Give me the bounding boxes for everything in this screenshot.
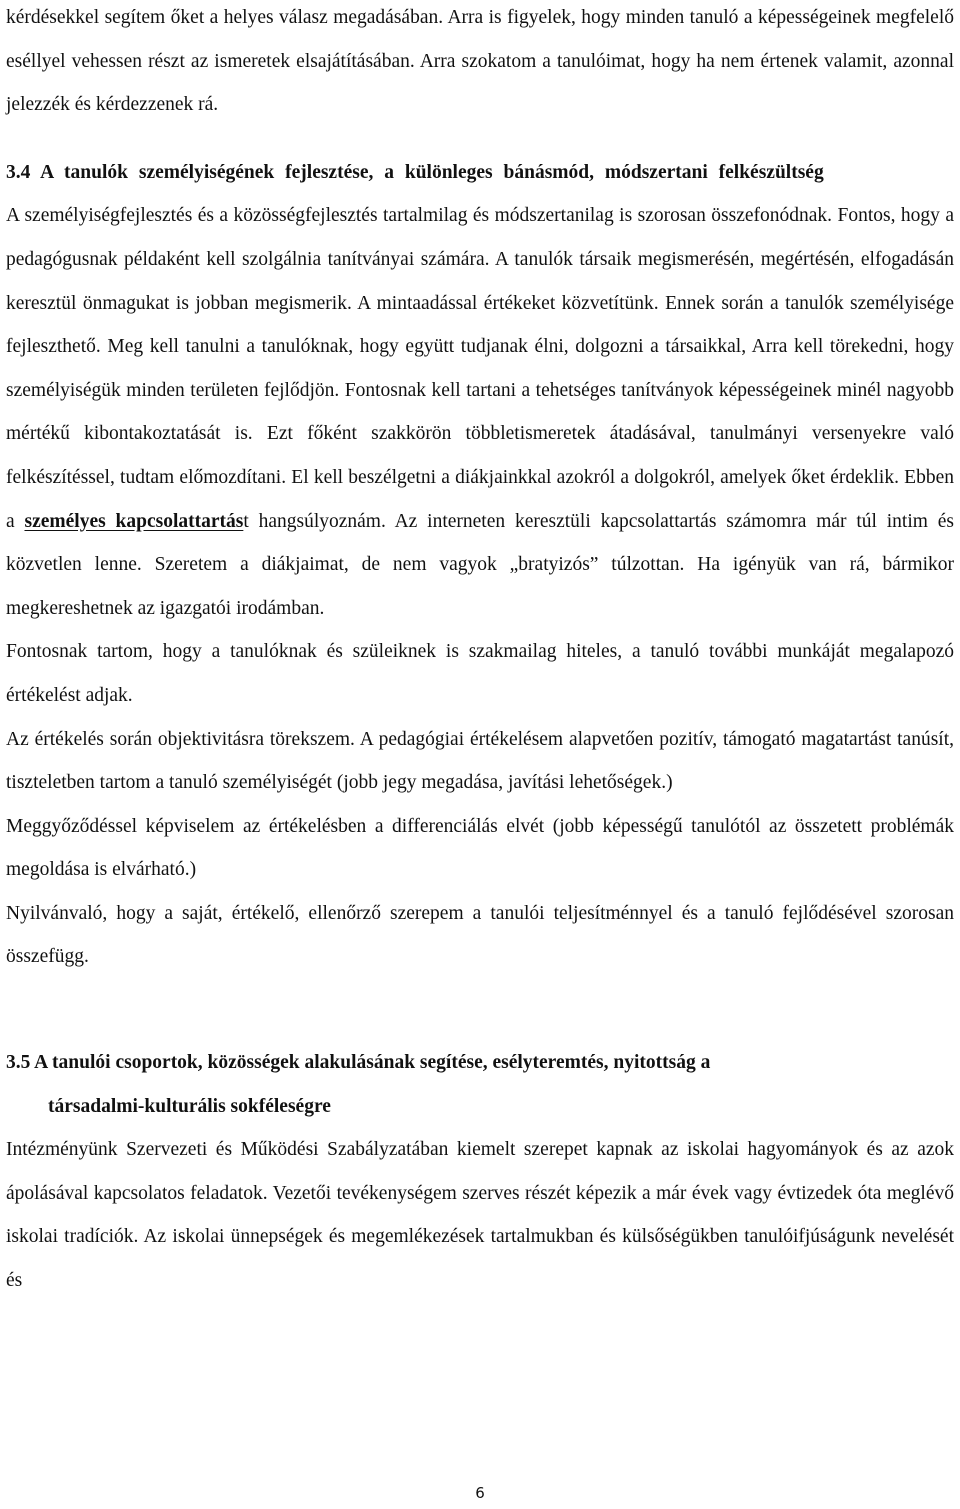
section-3-4-paragraph-5: Nyilvánvaló, hogy a saját, értékelő, ellenőrző szerepem a tanulói teljesítménnyel és a tanuló fejlődésével szorosan összefügg.	[6, 902, 954, 968]
section-3-4-paragraph-1	[6, 194, 954, 630]
page-number: 6	[475, 1484, 485, 1502]
paragraph-text-after: t hangsúlyoznám. Az interneten keresztüli kapcsolattartás számomra már túl intim és közvetlen lenne. Szeretem a diákjaimat, de nem vagyok „bratyizós” túlzottan. Ha igényük van rá, bármikor megkereshetnek az igazgatói irodámban.	[6, 510, 954, 619]
section-3-4-paragraph-3: Az értékelés során objektivitásra törekszem. A pedagógiai értékelésem alapvetően pozitív, támogató magatartást tanúsít, tiszteletben tartom a tanuló személyiségét (jobb jegy megadása, javítási lehetőségek.)	[6, 728, 954, 794]
section-3-4-paragraph-4: Meggyőződéssel képviselem az értékelésben a differenciálás elvét (jobb képességű tanulótól az összetett problémák megoldása is elvárható.)	[6, 815, 954, 881]
section-3-5-heading	[6, 1041, 954, 1128]
underlined-emphasis: személyes kapcsolattartás	[24, 510, 244, 532]
section-3-5-paragraph-1: Intézményünk Szervezeti és Működési Szabályzatában kiemelt szerepet kapnak az iskolai hagyományok és az azok ápolásával kapcsolatos feladatok. Vezetői tevékenységem szerves részét képezik a már évek vagy évtizedek óta meglévő iskolai tradíciók. Az iskolai ünnepségek és megemlékezések tartalmukban és külsőségükben tanulóifjúságunk nevelését és	[6, 1139, 954, 1292]
section-3-4-heading: 3.4 A tanulók személyiségének fejlesztése, a különleges bánásmód, módszertani felkészültség	[6, 161, 824, 183]
document-page	[6, 0, 954, 1303]
section-3-4-paragraph-2: Fontosnak tartom, hogy a tanulóknak és szüleiknek is szakmailag hiteles, a tanuló további munkáját megalapozó értékelést adjak.	[6, 641, 954, 706]
section-3-5-heading-line-1: 3.5 A tanulói csoportok, közösségek alakulásának segítése, esélyteremtés, nyitottság a	[6, 1052, 711, 1074]
paragraph-text-before: A személyiségfejlesztés és a közösségfejlesztés tartalmilag és módszertanilag is szorosan összefonódnak. Fontos, hogy a pedagógusnak példaként kell szolgálnia tanítványai számára. A tanulók társaik megismerésén, megértésén, elfogadásán keresztül önmagukat is jobban megismerik. A mintaadással értékeket közvetítünk. Ennek során a tanulók személyisége fejleszthető. Meg kell tanulni a tanulóknak, hogy együtt tudjanak élni, dolgozni a társaikkal, Arra kell törekedni, hogy személyiségük minden területen fejlődjön. Fontosnak kell tartani a tehetséges tanítványok képességeinek minél nagyobb mértékű kibontakoztatását is. Ezt főként szakkörön többletismeretek átadásával, tanulmányi versenyekre való felkészítéssel, tudtam előmozdítani. El kell beszélgetni a diákjainkkal azokról a dolgokról, amelyek őket érdeklik. Ebben a	[6, 205, 954, 532]
intro-paragraph: kérdésekkel segítem őket a helyes válasz megadásában. Arra is figyelek, hogy minden tanuló a képességeinek megfelelő eséllyel vehessen részt az ismeretek elsajátításában. Arra szokatom a tanulóimat, hogy ha nem értenek valamit, azonnal jelezzék és kérdezzenek rá.	[6, 7, 954, 116]
section-3-5-heading-line-2: társadalmi-kulturális sokféleségre	[48, 1095, 331, 1117]
